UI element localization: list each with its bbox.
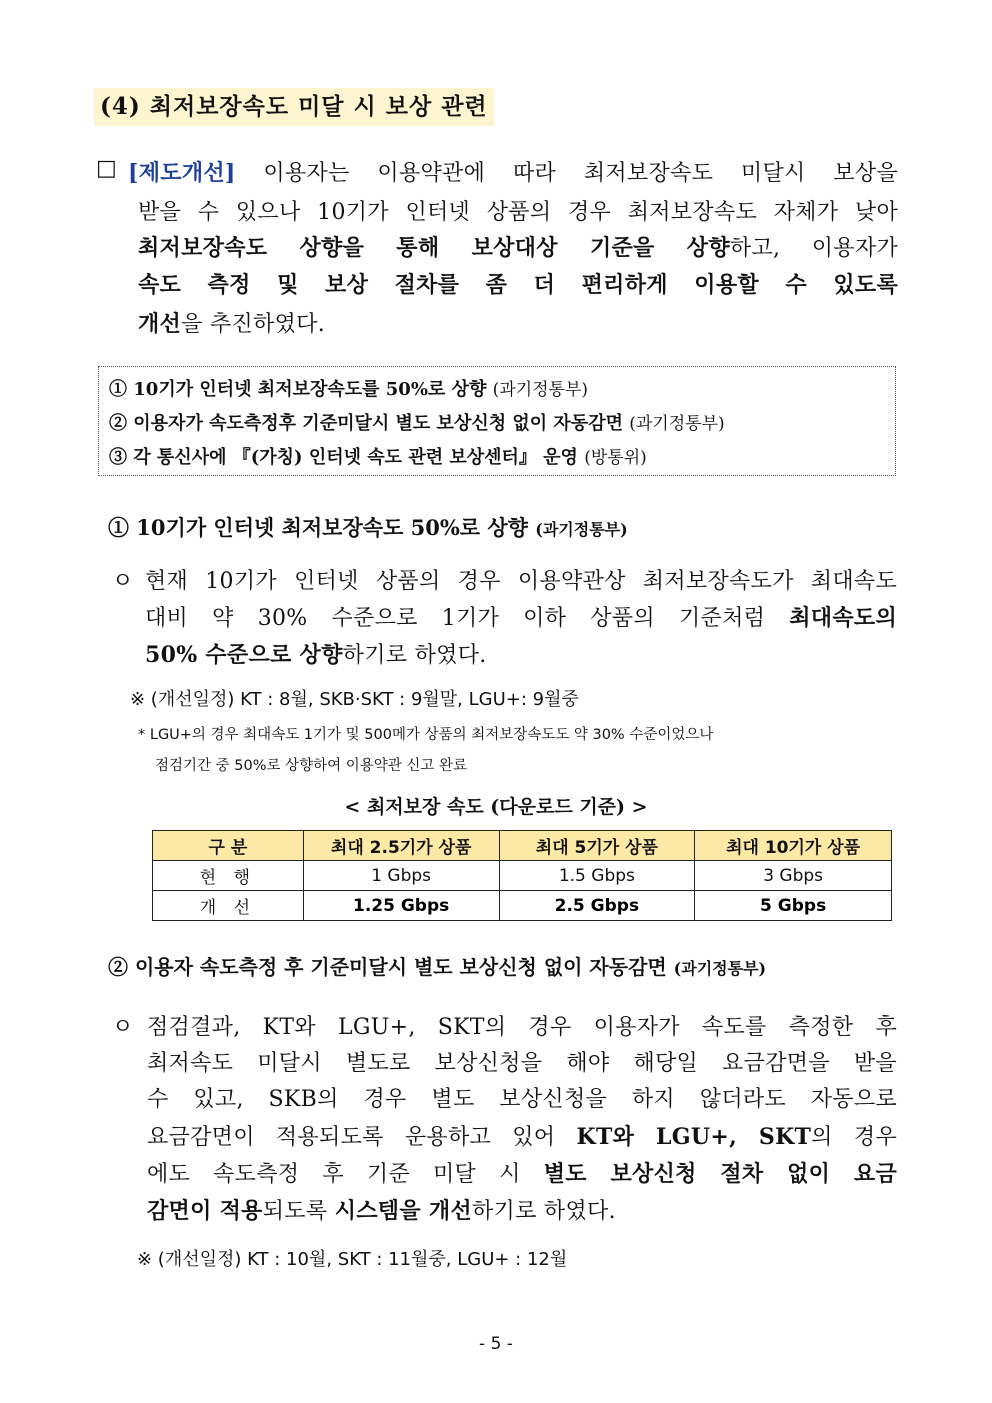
table-header-10g: 최대 10기가 상품 [695,831,892,861]
intro-line-4-bold: 속도 측정 및 보상 절차를 좀 더 편리하게 이용할 수 있 [138,272,855,298]
item1-line-3-bold: 50% 수준으로 상향 [145,642,343,668]
item2-line-4-text: 요금감면이 적용되도록 운용하고 있어 [147,1125,556,1150]
item2-line-3: 수 있고, SKB의 경우 별도 보상신청을 하지 않더라도 자동으로 [147,1087,897,1112]
item2-line-5-bold: 별도 보상신청 절차 없이 요금 [543,1161,897,1187]
table-header-5g: 최대 5기가 상품 [499,831,695,861]
item1-footnote-1: * LGU+의 경우 최대속도 1기가 및 500메가 상품의 최저보장속도도 약 30% 수준이었으나 [138,727,714,743]
section-title: (4) 최저보장속도 미달 시 보상 관련 [94,88,494,126]
item1-agency: (과기정통부) [535,520,628,539]
item2-line-4-bold: KT와 LGU+, SKT [576,1124,812,1150]
table-cell: 1 Gbps [303,861,499,891]
summary-item-2-num: ② [109,413,127,434]
item1-heading [108,512,628,542]
table-header-category: 구 분 [153,831,304,861]
intro-line-5-rest: 을 추진하였다. [181,312,326,337]
item2-bullet: ㅇ [112,1015,134,1040]
table-row [153,891,892,921]
intro-line-5-bold: 개선 [138,311,182,337]
speed-table [152,830,892,921]
table-header-2-5g: 최대 2.5기가 상품 [303,831,499,861]
intro-line-4-rest: 도록 [854,272,898,298]
summary-item-3-agency: (방통위) [584,448,647,468]
item2-line-5-text: 에도 속도측정 후 기준 미달 시 [147,1162,521,1187]
intro-line-3-bold: 최저보장속도 상향을 통해 보상대상 기준을 상향 [138,235,730,261]
table-row-label: 개 선 [153,891,304,921]
item1-line-2 [145,601,897,632]
intro-line-1 [128,156,898,187]
summary-item-1-agency: (과기정통부) [492,380,589,400]
item1-schedule: ※ (개선일정) KT : 8월, SKB·SKT : 9월말, LGU+: 9월중 [130,689,579,710]
table-cell: 3 Gbps [695,861,892,891]
item2-line-6-mid: 되도록 [262,1199,328,1224]
item2-line-6-bold-2: 시스템을 개선 [334,1198,472,1224]
item1-bullet: ㅇ [112,569,134,594]
item1-line-2-bold: 최대속도의 [789,605,897,631]
table-cell: 2.5 Gbps [499,891,695,921]
table-row [153,861,892,891]
table-row-label: 현 행 [153,861,304,891]
item1-line-1: 현재 10기가 인터넷 상품의 경우 이용약관상 최저보장속도가 최대속도 [145,569,897,594]
intro-line-3-rest: 하고, 이용자가 [729,236,898,261]
intro-bullet: □ [96,156,118,181]
item1-line-2-text: 대비 약 30% 수준으로 1기가 이하 상품의 기준처럼 [145,606,766,631]
item2-line-6-rest: 하기로 하였다. [471,1199,616,1224]
table-cell: 1.25 Gbps [303,891,499,921]
intro-tag: [제도개선] [128,160,236,186]
item2-agency: (과기정통부) [673,959,767,978]
item2-heading [108,951,766,980]
page-number: - 5 - [479,1334,513,1354]
item2-line-4 [147,1120,897,1151]
item2-heading-text: ② 이용자 속도측정 후 기준미달시 별도 보상신청 없이 자동감면 [108,955,667,979]
summary-box [98,366,896,476]
table-cell: 5 Gbps [695,891,892,921]
summary-item-1-num: ① [109,379,127,400]
summary-item-2-text: 이용자가 속도측정후 기준미달시 별도 보상신청 없이 자동감면 [133,413,623,434]
item2-line-5 [147,1157,897,1188]
table-cell: 1.5 Gbps [499,861,695,891]
item2-line-2: 최저속도 미달시 별도로 보상신청을 해야 해당일 요금감면을 받을 [147,1051,897,1076]
summary-item-2 [109,409,725,435]
summary-item-3-text: 각 통신사에 『(가칭) 인터넷 속도 관련 보상센터』 운영 [133,447,578,468]
item1-line-3-rest: 하기로 하였다. [342,643,487,668]
item2-line-1: 점검결과, KT와 LGU+, SKT의 경우 이용자가 속도를 측정한 후 [147,1015,897,1040]
intro-line-4 [138,268,898,299]
item1-line-3 [145,638,487,669]
intro-line-5 [138,307,325,338]
intro-line-3 [138,231,898,262]
summary-item-3 [109,443,647,469]
table-header-row [153,831,892,861]
item2-line-6-bold-1: 감면이 적용 [147,1198,263,1224]
item1-heading-text: ① 10기가 인터넷 최저보장속도 50%로 상향 [108,515,528,540]
item2-line-6 [147,1194,616,1225]
item2-line-4-rest: 의 경우 [811,1125,897,1150]
summary-item-2-agency: (과기정통부) [629,414,725,434]
summary-item-3-num: ③ [109,447,127,468]
summary-item-1 [109,375,588,401]
item2-schedule: ※ (개선일정) KT : 10월, SKT : 11월중, LGU+ : 12월 [137,1249,568,1270]
item1-footnote-2: 점검기간 중 50%로 상향하여 이용약관 신고 완료 [155,758,468,774]
summary-item-1-text: 10기가 인터넷 최저보장속도를 50%로 상향 [133,379,487,400]
intro-line-1-text: 이용자는 이용약관에 따라 최저보장속도 미달시 보상을 [263,161,898,186]
intro-line-2: 받을 수 있으나 10기가 인터넷 상품의 경우 최저보장속도 자체가 낮아 [138,200,898,225]
table-caption: < 최저보장 속도 (다운로드 기준) > [344,796,648,818]
